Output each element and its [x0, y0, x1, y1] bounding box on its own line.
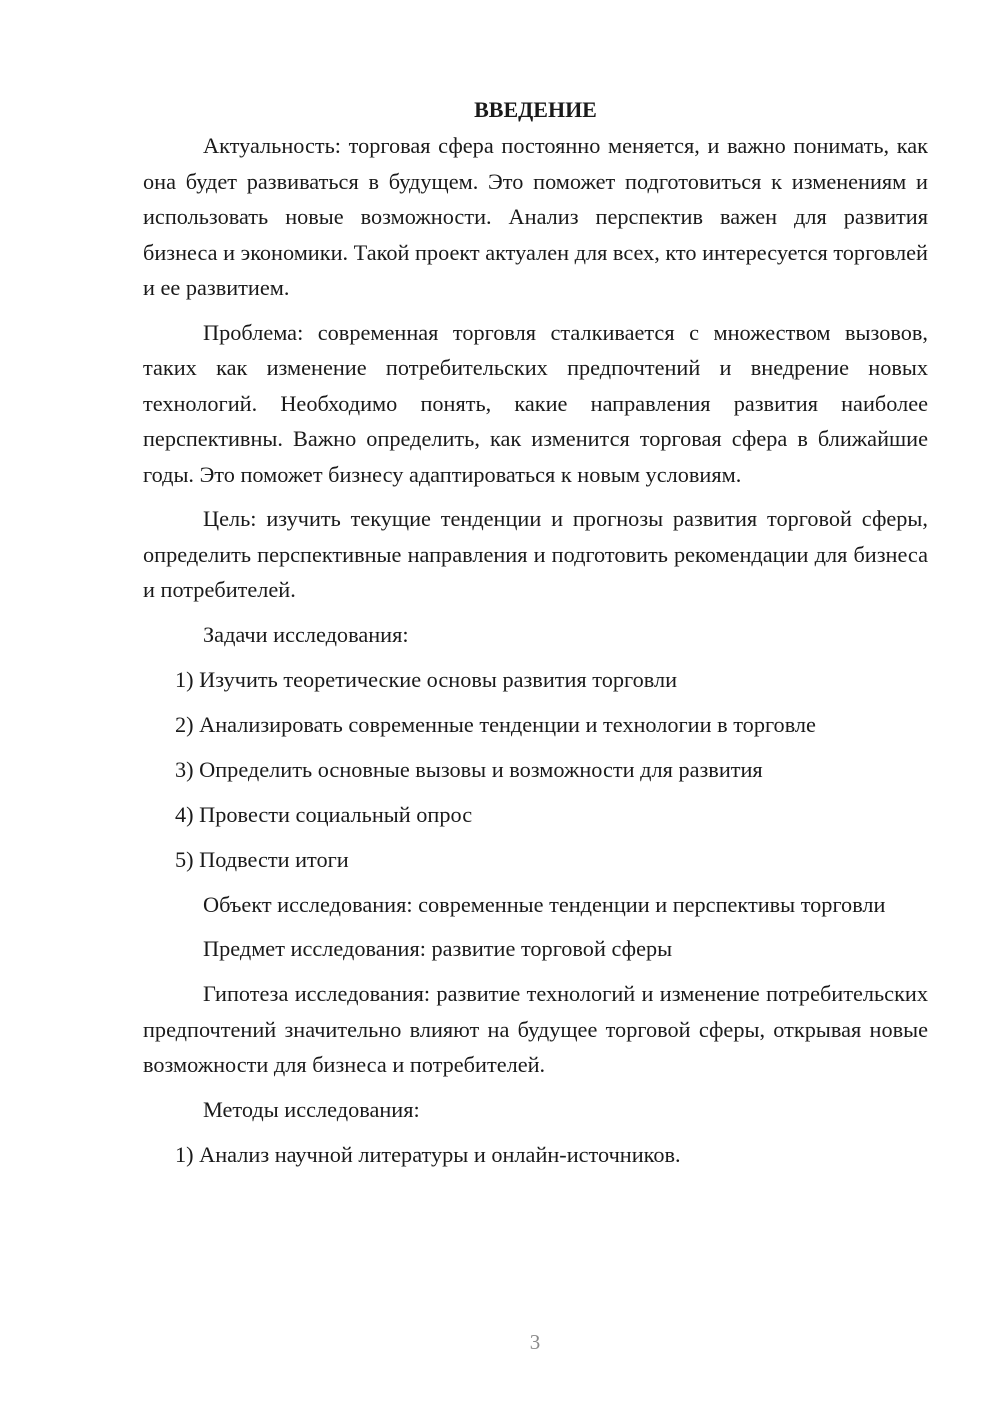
page-number: 3: [529, 1330, 541, 1354]
section-title: ВВЕДЕНИЕ: [474, 97, 597, 122]
tasks-heading: Задачи исследования:: [203, 621, 409, 647]
subject-paragraph: Предмет исследования: развитие торговой сферы: [203, 936, 673, 961]
task-item-4: 4) Провести социальный опрос: [175, 801, 473, 827]
problem-paragraph: Проблема: современная торговля сталкивается с множеством вызовов, таких как изменение потребительских предпочтений и внедрение новых технологий. Необходимо понять, какие направления развития наиболее перспективны. Важно определить, как изменится торговая сфера в ближайшие годы. Это поможет бизнесу адаптироваться к новым условиям.: [143, 319, 928, 487]
task-item-3: 3) Определить основные вызовы и возможности для развития: [175, 756, 763, 782]
hypothesis-paragraph: Гипотеза исследования: развитие технологий и изменение потребительских предпочтений значительно влияют на будущее торговой сферы, открывая новые возможности для бизнеса и потребителей.: [143, 981, 928, 1077]
task-item-5: 5) Подвести итоги: [175, 846, 349, 872]
task-item-2: 2) Анализировать современные тенденции и технологии в торговле: [175, 711, 816, 737]
methods-heading: Методы исследования:: [203, 1096, 420, 1122]
task-item-1: 1) Изучить теоретические основы развития торговли: [175, 666, 678, 692]
goal-paragraph: Цель: изучить текущие тенденции и прогнозы развития торговой сферы, определить перспективные направления и подготовить рекомендации для бизнеса и потребителей.: [143, 506, 928, 602]
relevance-paragraph: Актуальность: торговая сфера постоянно меняется, и важно понимать, как она будет развиваться в будущем. Это поможет подготовиться к изменениям и использовать новые возможности. Анализ перспектив важен для развития бизнеса и экономики. Такой проект актуален для всех, кто интересуется торговлей и ее развитием.: [143, 133, 928, 300]
document-page: [143, 92, 928, 1182]
method-item-1: 1) Анализ научной литературы и онлайн-источников.: [175, 1141, 681, 1167]
object-paragraph: Объект исследования: современные тенденции и перспективы торговли: [203, 891, 886, 917]
